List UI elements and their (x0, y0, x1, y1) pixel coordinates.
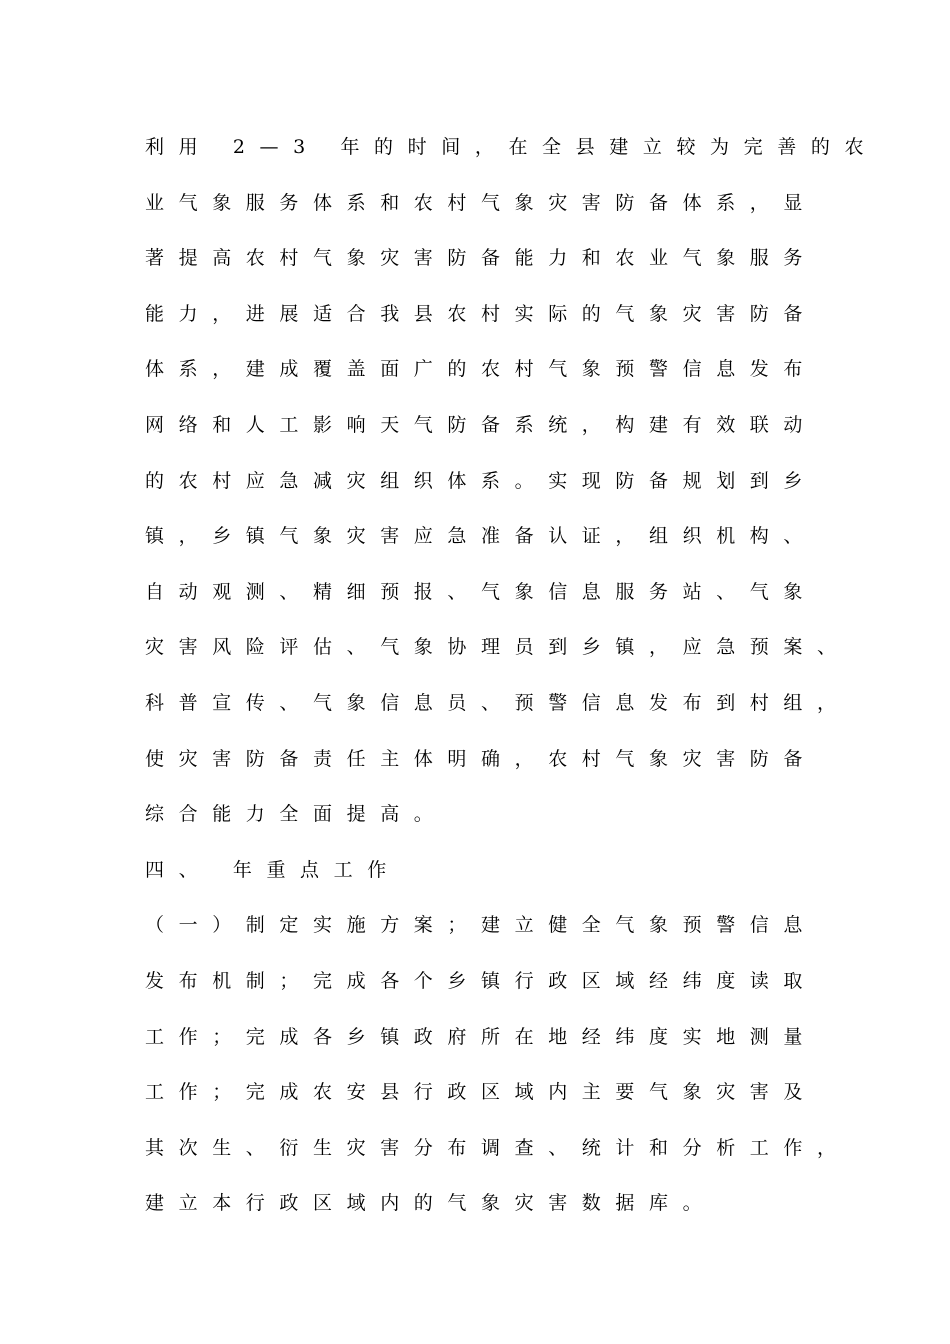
document-body (145, 120, 879, 1232)
text-line: 建立本行政区域内的气象灾害数据库。 (145, 1192, 717, 1215)
text-line: 自动观测、精细预报、气象信息服务站、气象 (145, 580, 818, 603)
text-line: 工作；完成各乡镇政府所在地经纬度实地测量 (145, 1025, 818, 1048)
text-line: 业气象服务体系和农村气象灾害防备体系，显 (145, 191, 818, 214)
text-line: 体系，建成覆盖面广的农村气象预警信息发布 (145, 358, 818, 381)
text-line: 发布机制；完成各个乡镇行政区域经纬度读取 (145, 969, 818, 992)
text-line: 的农村应急减灾组织体系。实现防备规划到乡 (145, 469, 818, 492)
text-line: 使灾害防备责任主体明确，农村气象灾害防备 (145, 747, 818, 770)
section-heading: 四、 年重点工作 (145, 858, 401, 881)
text-line: 灾害风险评估、气象协理员到乡镇，应急预案、 (145, 636, 851, 659)
text-line: 其次生、衍生灾害分布调查、统计和分析工作， (145, 1136, 851, 1159)
text-line: 工作；完成农安县行政区域内主要气象灾害及 (145, 1081, 818, 1104)
text-line: 网络和人工影响天气防备系统，构建有效联动 (145, 413, 818, 436)
text-line: （一）制定实施方案；建立健全气象预警信息 (145, 914, 818, 937)
text-line: 综合能力全面提高。 (145, 803, 448, 826)
text-line: 能力，进展适合我县农村实际的气象灾害防备 (145, 302, 818, 325)
text-line: 镇，乡镇气象灾害应急准备认证，组织机构、 (145, 525, 818, 548)
text-line: 利用 2—3 年的时间，在全县建立较为完善的农 (145, 136, 879, 158)
text-line: 科普宣传、气象信息员、预警信息发布到村组， (145, 691, 851, 714)
text-line: 著提高农村气象灾害防备能力和农业气象服务 (145, 247, 818, 270)
